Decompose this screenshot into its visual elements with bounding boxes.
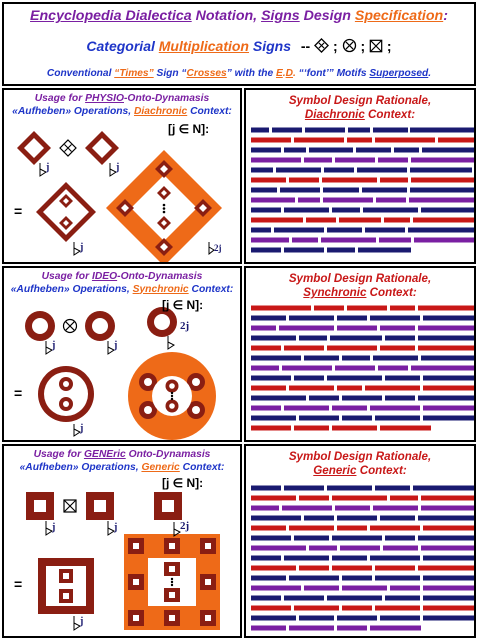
generic-context-link[interactable]: Generic bbox=[141, 461, 180, 473]
synchronic-link[interactable]: Synchronic bbox=[303, 286, 367, 299]
title-line-3 bbox=[4, 68, 474, 79]
title-text: Context bbox=[366, 286, 413, 299]
generic-rationale-title bbox=[246, 450, 474, 478]
title-text: «Aufheben» Operations, bbox=[12, 105, 134, 117]
ideo-expanded-circle bbox=[128, 352, 216, 440]
subscript-2j: 2j bbox=[180, 320, 190, 332]
diachronic-rationale-panel bbox=[244, 88, 476, 264]
physio-expanded-diamond bbox=[106, 150, 222, 262]
ideo-result-small bbox=[38, 366, 94, 422]
diachronic-link[interactable]: Diachronic bbox=[134, 105, 188, 117]
diachronic-link[interactable]: Diachronic bbox=[304, 108, 365, 121]
title-text: Usage for bbox=[34, 93, 86, 104]
title-text: ; bbox=[329, 38, 342, 54]
ideo-times-circle-icon bbox=[64, 320, 77, 333]
physio-diagram bbox=[4, 90, 240, 262]
title-text: «Aufheben» Operations, bbox=[10, 283, 133, 295]
title-text: Context bbox=[187, 105, 229, 117]
ed-link-d[interactable]: D bbox=[285, 68, 293, 79]
generic-usage-panel bbox=[2, 444, 242, 638]
title-text: Context bbox=[356, 464, 403, 477]
subscript-j: j bbox=[80, 242, 84, 253]
title-text: : bbox=[221, 461, 225, 473]
title-text: -- bbox=[300, 38, 315, 54]
title-text: . bbox=[282, 68, 286, 79]
title-specification-link[interactable]: Specification bbox=[354, 8, 444, 24]
title-text: . bbox=[292, 68, 296, 79]
ideo-diagram bbox=[4, 268, 240, 440]
ideo-link[interactable]: IDEO bbox=[91, 271, 118, 282]
equals-sign: = bbox=[14, 385, 23, 401]
equals-sign: = bbox=[14, 203, 23, 219]
subscript-j: j bbox=[116, 162, 120, 173]
subscript-2j: 2j bbox=[180, 520, 190, 532]
generic-times-box-icon bbox=[64, 500, 76, 512]
title-text: Context bbox=[188, 283, 230, 295]
title-text: Symbol Design Rationale, bbox=[288, 272, 432, 285]
title-text: -Onto-Dynamasis bbox=[124, 93, 210, 104]
subscript-j: j bbox=[52, 340, 56, 351]
title-text: ” with the bbox=[226, 68, 276, 79]
subscript-j: j bbox=[114, 340, 118, 351]
generic-expanded-square bbox=[124, 534, 220, 630]
title-text: Context bbox=[364, 108, 412, 121]
physio-diamond-left bbox=[17, 131, 51, 165]
title-text: Design bbox=[299, 8, 355, 24]
subscript-j: j bbox=[80, 423, 84, 434]
title-line-1 bbox=[4, 8, 474, 24]
title-line-2 bbox=[4, 38, 474, 54]
generic-rationale-panel bbox=[244, 444, 476, 638]
title-text: Symbol Design Rationale, bbox=[288, 450, 432, 463]
title-text: «Aufheben» Operations, bbox=[19, 461, 142, 473]
title-text: : bbox=[402, 464, 407, 477]
index-bracket: [j ∈ N]: bbox=[168, 122, 210, 136]
box-times-icon bbox=[369, 39, 383, 53]
header bbox=[2, 2, 476, 86]
index-bracket: [j ∈ N]: bbox=[162, 476, 204, 490]
equals-sign: = bbox=[14, 576, 23, 592]
title-encyclopedia-dialectica[interactable]: Encyclopedia Dialectica bbox=[30, 8, 192, 24]
title-text: Signs bbox=[248, 38, 291, 54]
generic-link[interactable]: GENEric bbox=[83, 449, 126, 460]
circle-times-icon bbox=[342, 38, 357, 53]
title-signs-link[interactable]: Signs bbox=[261, 8, 300, 24]
title-text: : bbox=[229, 283, 234, 295]
title-text: Notation, bbox=[191, 8, 262, 24]
generic-square-left bbox=[26, 492, 54, 520]
ideo-usage-panel bbox=[2, 266, 242, 442]
title-text: Conventional bbox=[46, 68, 115, 79]
times-link[interactable]: “Times” bbox=[114, 68, 154, 79]
title-text: : bbox=[228, 105, 232, 117]
subscript-j: j bbox=[114, 522, 118, 533]
generic-rationale-text-lines bbox=[251, 484, 475, 634]
title-text: : bbox=[412, 286, 417, 299]
title-text: : bbox=[411, 108, 416, 121]
subscript-2j: 2j bbox=[214, 243, 222, 253]
ideo-circle-right bbox=[85, 311, 115, 341]
physio-times-diamond-icon bbox=[60, 140, 76, 156]
diachronic-rationale-text-lines bbox=[251, 126, 475, 260]
physio-link[interactable]: PHYSIO bbox=[85, 93, 124, 104]
diachronic-rationale-title bbox=[246, 94, 474, 122]
physio-usage-panel bbox=[2, 88, 242, 264]
generic-context-link[interactable]: Generic bbox=[313, 464, 357, 477]
synchronic-link[interactable]: Synchronic bbox=[132, 283, 189, 295]
title-multiplication-link[interactable]: Multiplication bbox=[158, 38, 249, 54]
title-text: “‘font’” Motifs bbox=[295, 68, 370, 79]
title-text: ; bbox=[356, 38, 370, 54]
superposed-link[interactable]: Superposed bbox=[369, 68, 429, 79]
diamond-times-icon bbox=[314, 38, 329, 53]
subscript-j: j bbox=[80, 616, 84, 627]
subscript-j: j bbox=[52, 522, 56, 533]
title-text: Symbol Design Rationale, bbox=[288, 94, 432, 107]
ed-link-e[interactable]: E bbox=[275, 68, 283, 79]
generic-square-right bbox=[86, 492, 114, 520]
title-text: ; bbox=[383, 38, 392, 54]
index-bracket: [j ∈ N]: bbox=[162, 298, 204, 312]
title-text: : bbox=[443, 8, 448, 24]
title-text: Usage for bbox=[33, 449, 84, 460]
title-text: Onto-Dynamasis bbox=[125, 449, 211, 460]
crosses-link[interactable]: Crosses bbox=[186, 68, 227, 79]
title-text: Context bbox=[179, 461, 221, 473]
title-text: -Onto-Dynamasis bbox=[117, 271, 203, 282]
title-text: . bbox=[428, 68, 432, 79]
synchronic-rationale-panel bbox=[244, 266, 476, 442]
physio-result-small bbox=[36, 182, 96, 242]
physio-diamond-right bbox=[85, 131, 119, 165]
synchronic-rationale-title bbox=[246, 272, 474, 300]
generic-square-top bbox=[154, 492, 182, 520]
subscript-j: j bbox=[46, 162, 50, 173]
generic-diagram bbox=[4, 446, 240, 636]
title-text: Usage for bbox=[41, 271, 92, 282]
title-text: Categorial bbox=[86, 38, 159, 54]
ideo-circle-left bbox=[25, 311, 55, 341]
synchronic-rationale-text-lines bbox=[251, 304, 475, 438]
generic-result-small bbox=[38, 558, 94, 614]
title-text: Sign “ bbox=[153, 68, 187, 79]
